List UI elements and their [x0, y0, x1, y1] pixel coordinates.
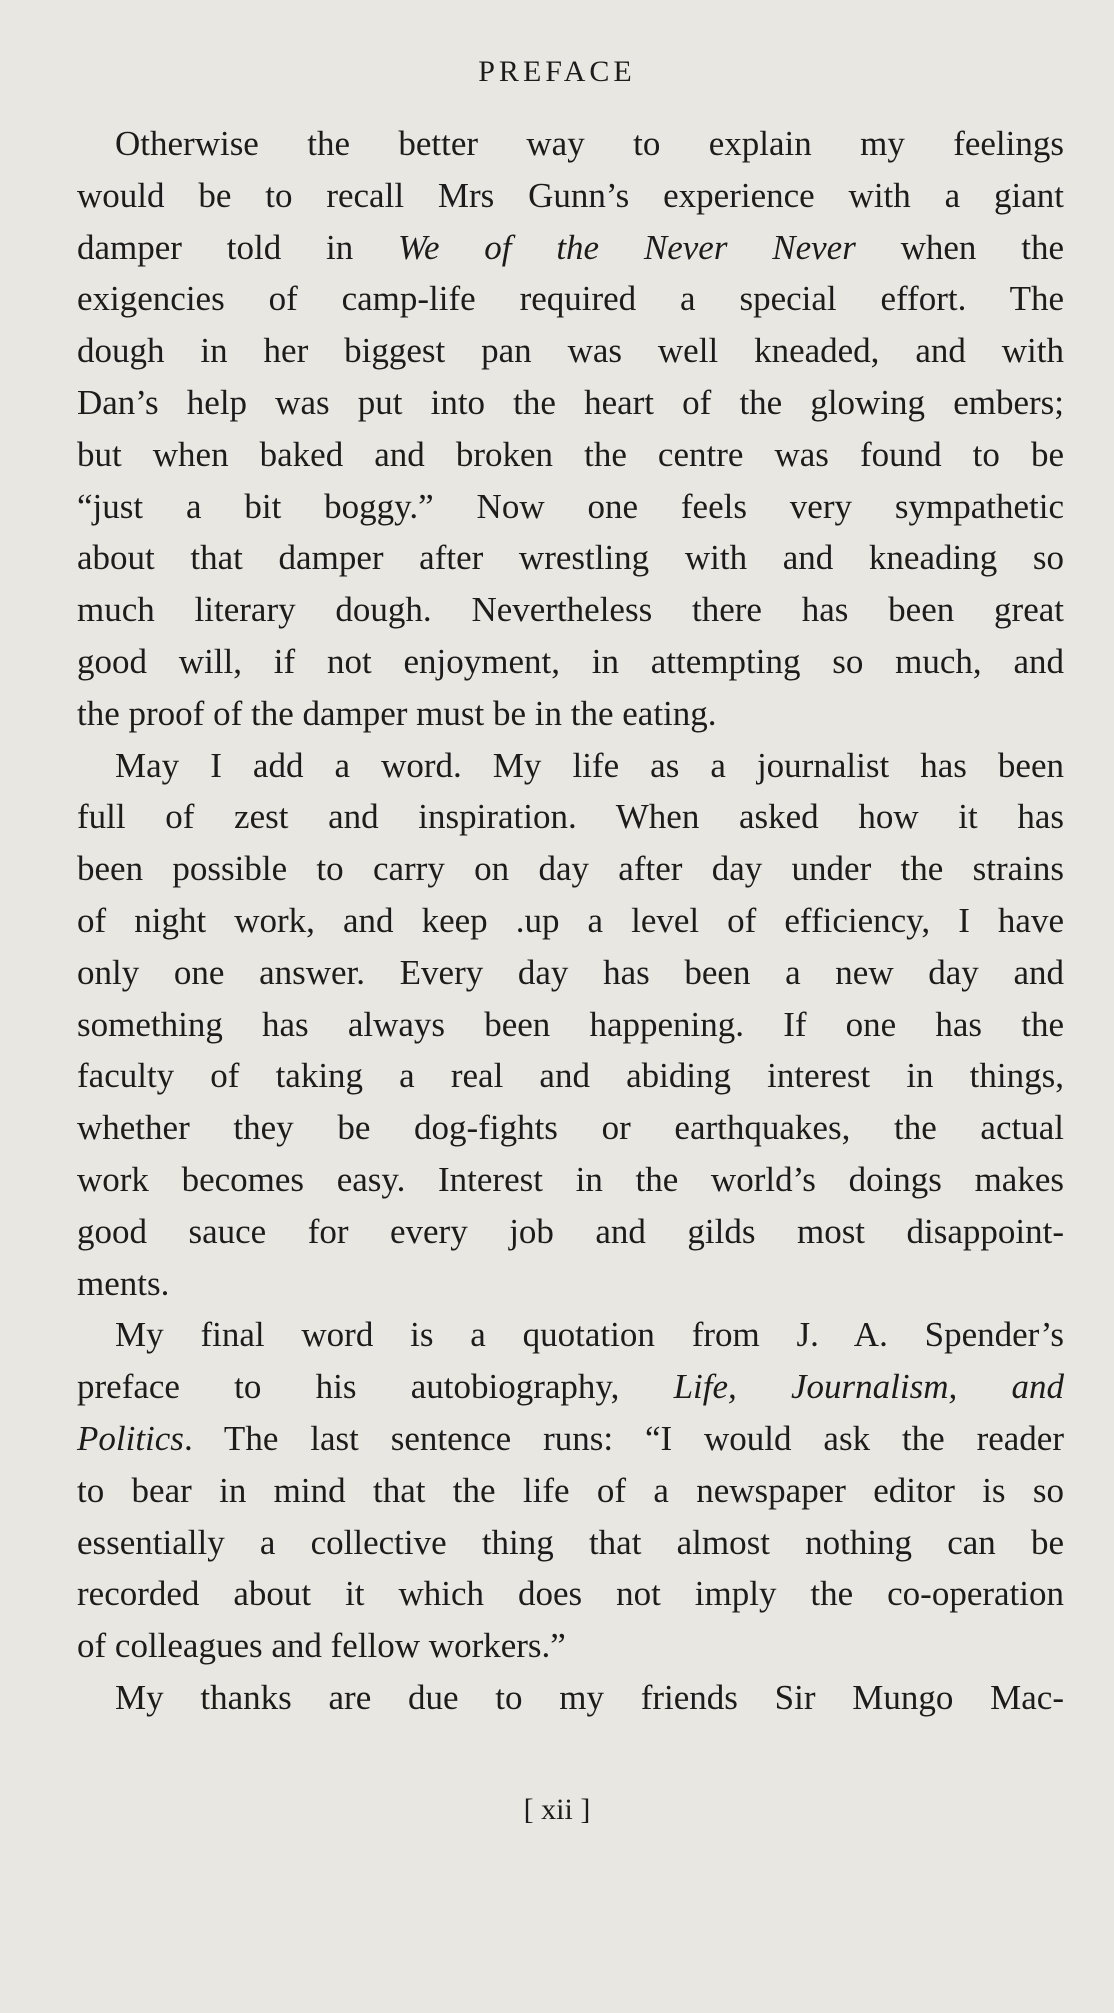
text-line: work becomes easy. Interest in the world’s doings makes [77, 1159, 1064, 1199]
text-line: whether they be dog-fights or earthquakes, the actual [77, 1108, 1064, 1148]
page-number: [ xii ] [523, 1793, 591, 1826]
body-text [77, 118, 1064, 1724]
text-line: something has always been happening. If one has the [77, 1004, 1064, 1044]
text-line: of night work, and keep .up a level of efficiency, I have [77, 900, 1064, 940]
text-line: exigencies of camp-life required a special effort. The [77, 279, 1064, 319]
text-line: recorded about it which does not imply the co-operation [77, 1574, 1064, 1614]
text-line: May I add a word. My life as a journalist has been [115, 745, 1064, 785]
text-line: the proof of the damper must be in the eating. [77, 693, 717, 733]
text-fragment: damper told in [77, 227, 399, 267]
book-title: Life, Journalism, [673, 1367, 958, 1407]
book-title: Politics [77, 1418, 184, 1458]
text-line: about that damper after wrestling with and kneading so [77, 538, 1064, 578]
text-line: Dan’s help was put into the heart of the glowing embers; [77, 382, 1064, 422]
text-line: My final word is a quotation from J. A. Spender’s [115, 1315, 1064, 1355]
text-line: essentially a collective thing that almost nothing can be [77, 1522, 1064, 1562]
text-line: been possible to carry on day after day under the strains [77, 849, 1064, 889]
paragraph-3 [77, 1309, 1064, 1672]
text-line: good will, if not enjoyment, in attempting so much, and [77, 641, 1064, 681]
text-line: full of zest and inspiration. When asked how it has [77, 797, 1064, 837]
text-line: but when baked and broken the centre was found to be [77, 434, 1064, 474]
book-title: and [1011, 1367, 1065, 1407]
text-line [77, 222, 1064, 274]
text-line: Otherwise the better way to explain my feelings [115, 124, 1064, 163]
book-title: We of the Never Never [398, 227, 856, 267]
text-line: good sauce for every job and gilds most disappoint- [77, 1211, 1064, 1251]
paragraph-1 [77, 118, 1064, 740]
text-line: faculty of taking a real and abiding interest in things, [77, 1056, 1064, 1096]
text-line: dough in her biggest pan was well kneaded, and with [77, 331, 1064, 371]
text-line: would be to recall Mrs Gunn’s experience with a giant [77, 175, 1064, 215]
text-line [77, 1413, 1064, 1465]
text-line: to bear in mind that the life of a newspaper editor is so [77, 1470, 1064, 1510]
paragraph-2 [77, 740, 1064, 1310]
text-line: “just a bit boggy.” Now one feels very sympathetic [77, 486, 1064, 526]
running-head: PREFACE [478, 55, 636, 88]
paragraph-4 [77, 1672, 1064, 1724]
text-line: much literary dough. Nevertheless there has been great [77, 590, 1064, 630]
text-fragment: preface to his autobiography, [77, 1367, 674, 1407]
text-line: ments. [77, 1263, 170, 1303]
text-fragment: . The last sentence runs: “I would ask the reader [183, 1418, 1064, 1458]
text-line [77, 1361, 1064, 1413]
text-fragment: when the [855, 227, 1064, 267]
text-line: of colleagues and fellow workers.” [77, 1626, 566, 1666]
text-line: only one answer. Every day has been a new day and [77, 952, 1064, 992]
text-line: My thanks are due to my friends Sir Mungo Mac- [115, 1677, 1064, 1717]
